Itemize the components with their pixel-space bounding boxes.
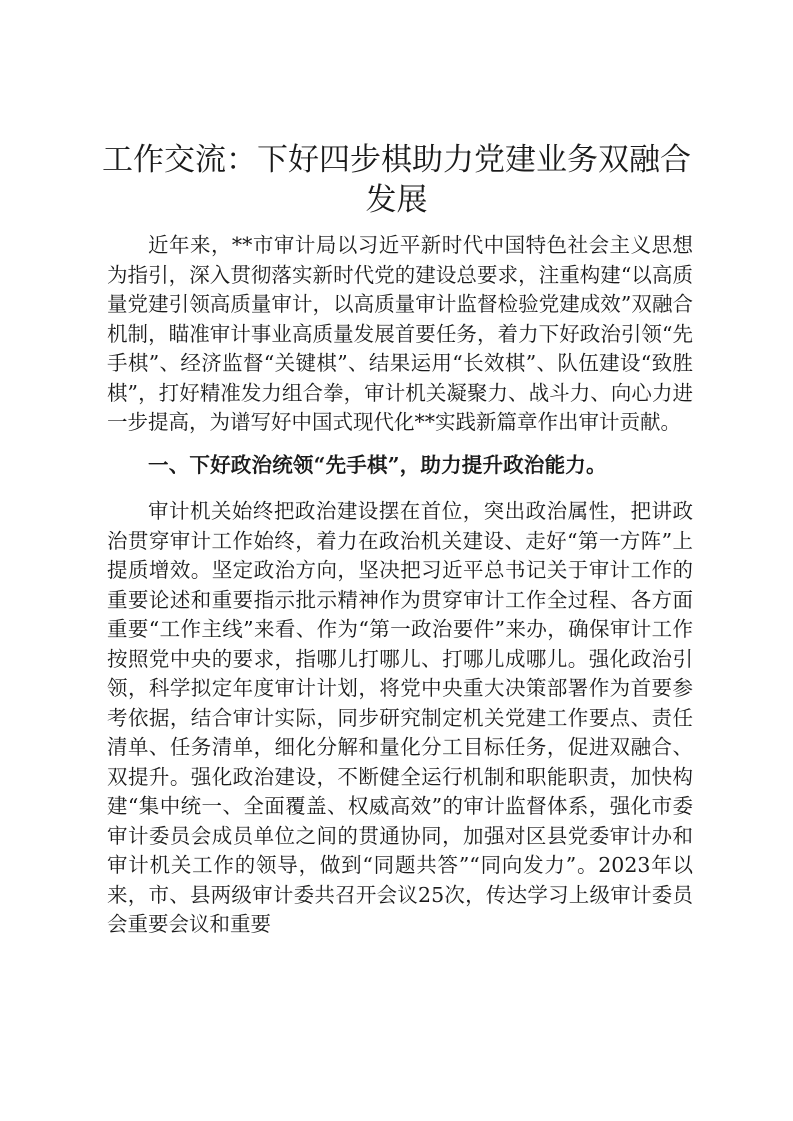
intro-paragraph: 近年来，**市审计局以习近平新时代中国特色社会主义思想为指引，深入贯彻落实新时代党的建设总要求，注重构建“以高质量党建引领高质量审计，以高质量审计监督检验党建成效”双融合机制，瞄准审计事业高质量发展首要任务，着力下好政治引领“先手棋”、经济监督“关键棋”、结果运用“长效棋”、队伍建设“致胜棋”，打好精准发力组合拳，审计机关凝聚力、战斗力、向心力进一步提高，为谱写好中国式现代化**实践新篇章作出审计贡献。 bbox=[107, 233, 693, 434]
section-paragraph: 审计机关始终把政治建设摆在首位，突出政治属性，把讲政治贯穿审计工作始终，着力在政治机关建设、走好“第一方阵”上提质增效。坚定政治方向，坚决把习近平总书记关于审计工作的重要论述和重要指示批示精神作为贯穿审计工作全过程、各方面重要“工作主线”来看、作为“第一政治要件”来办，确保审计工作按照党中央的要求，指哪儿打哪儿、打哪儿成哪儿。强化政治引领，科学拟定年度审计计划，将党中央重大决策部署作为首要参考依据，结合审计实际，同步研究制定机关党建工作要点、责任清单、任务清单，细化分解和量化分工目标任务，促进双融合、双提升。强化政治建设，不断健全运行机制和职能职责，加快构建“集中统一、全面覆盖、权威高效”的审计监督体系，强化市委审计委员会成员单位之间的贯通协同，加强对区县党委审计办和审计机关工作的领导，做到“同题共答”“同向发力”。2023年以来，市、县两级审计委共召开会议25次，传达学习上级审计委员会重要会议和重要 bbox=[107, 499, 693, 936]
document-title: 工作交流：下好四步棋助力党建业务双融合发展 bbox=[102, 142, 691, 218]
section-heading: 一、下好政治统领“先手棋”，助力提升政治能力。 bbox=[148, 452, 607, 477]
document-body bbox=[107, 231, 693, 940]
